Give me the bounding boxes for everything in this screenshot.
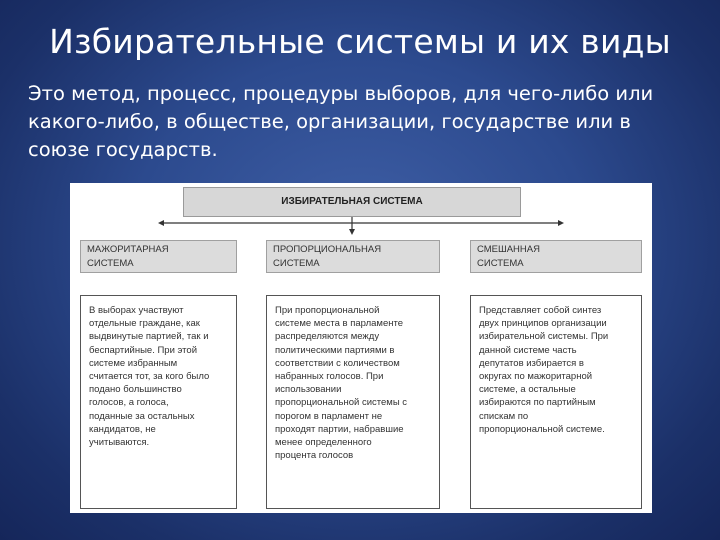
description-line: системе места в парламенте [275,318,404,330]
description-line: данной системе часть [479,344,577,356]
description-line: политическими партиями в [275,344,395,356]
description-line: пропорциональной системы с [275,397,408,409]
category-mixed [470,240,642,273]
description-majoritarian [80,295,237,509]
description-line: использовании [275,384,342,396]
description-line: системе, а остальные [479,384,576,396]
description-line: учитываются. [89,437,150,449]
description-line: кандидатов, не [89,423,156,435]
description-line: распределяются между [275,331,380,343]
category-label-line: СМЕШАННАЯ [477,244,540,255]
description-line: округах по мажоритарной [479,371,593,383]
diagram-root-node: ИЗБИРАТЕЛЬНАЯ СИСТЕМА [183,187,521,217]
description-line: двух принципов организации [479,318,607,330]
description-line: При пропорциональной [275,305,380,316]
description-line: избираются по партийным [479,397,596,409]
description-line: выдвинутые партией, так и [89,331,209,343]
description-line: порогом в парламент не [275,410,383,422]
description-line: менее определенного [275,437,372,449]
electoral-systems-diagram [70,183,652,513]
description-line: считается тот, за кого было [89,371,210,383]
category-label-line: СИСТЕМА [87,258,134,269]
description-line: проходят партии, набравшие [275,423,404,435]
description-line: В выборах участвуют [89,305,184,316]
description-mixed [470,295,642,509]
description-line: пропорциональной системе. [479,423,605,435]
description-line: поданные за остальных [89,410,195,422]
description-line: соответствии с количеством [275,357,400,369]
description-line: набранных голосов. При [275,371,384,383]
description-line: отдельные граждане, как [89,318,200,330]
slide-body-text: Это метод, процесс, процедуры выборов, для чего-либо или какого-либо, в обществе, организации, государстве или в союзе государств. [28,82,654,161]
description-line: подано большинство [89,384,182,396]
description-line: беспартийные. При этой [89,344,198,356]
category-label-line: ПРОПОРЦИОНАЛЬНАЯ [273,244,382,255]
category-label-line: МАЖОРИТАРНАЯ [87,244,169,255]
category-majoritarian [80,240,237,273]
description-line: избирательной системы. При [479,331,609,343]
description-proportional [266,295,440,509]
description-line: системе избранным [89,357,178,369]
description-line: депутатов избирается в [479,357,584,369]
category-label-line: СИСТЕМА [273,258,320,269]
description-line: процента голосов [275,450,354,462]
description-line: спискам по [479,410,529,422]
slide-title: Избирательные системы и их виды [49,22,671,61]
category-proportional [266,240,440,273]
description-line: Представляет собой синтез [479,305,602,316]
description-line: голосов, а голоса, [89,397,169,409]
category-label-line: СИСТЕМА [477,258,524,269]
